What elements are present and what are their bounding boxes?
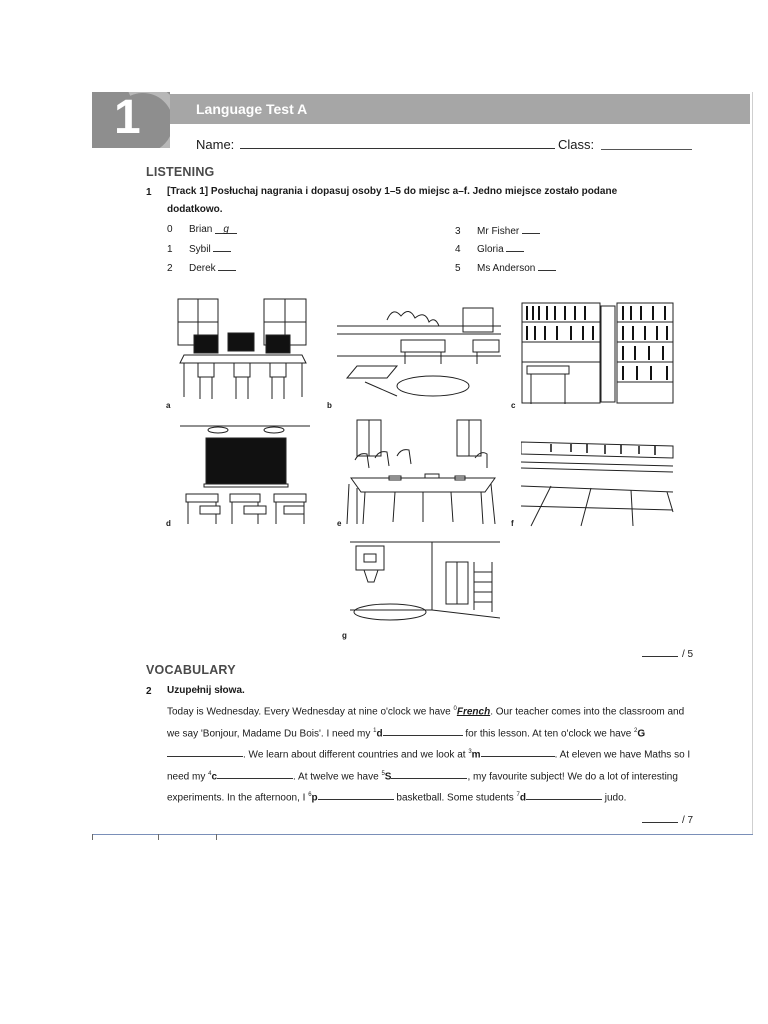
test-title: Language Test A: [196, 101, 308, 117]
class-label: Class:: [558, 137, 595, 152]
answer-blank[interactable]: [218, 261, 236, 271]
score-blank[interactable]: [642, 647, 678, 657]
page-bottom-ticks: [92, 834, 217, 840]
instruction-line-1: [Track 1] Posłuchaj nagrania i dopasuj osoby 1–5 do miejsc a–f. Jedno miejsce zostało podane: [167, 186, 618, 197]
gap-7-blank[interactable]: [526, 790, 602, 800]
list-item: 2 Derek: [167, 261, 236, 274]
unit-number: 1: [114, 92, 141, 144]
answer-blank[interactable]: [522, 224, 540, 234]
listening-score: / 5: [642, 647, 693, 660]
list-item: 5 Ms Anderson: [455, 261, 556, 274]
picture-label-e: e: [337, 519, 342, 528]
class-field[interactable]: [601, 149, 692, 150]
gap-6-blank[interactable]: [318, 790, 394, 800]
picture-gym: [350, 538, 500, 624]
name-field[interactable]: [240, 148, 555, 149]
score-blank[interactable]: [642, 813, 678, 823]
gap-3-blank[interactable]: [481, 747, 555, 757]
picture-playground: [337, 300, 501, 400]
picture-classroom: [180, 422, 310, 526]
list-item: 1 Sybil: [167, 242, 231, 255]
gap-2-blank[interactable]: [167, 747, 243, 757]
gap-4-blank[interactable]: [217, 769, 293, 779]
listening-heading: LISTENING: [146, 165, 215, 179]
picture-label-f: f: [511, 519, 514, 528]
instruction-line-2: dodatkowo.: [167, 204, 223, 215]
picture-canteen: [521, 436, 674, 528]
list-item: 3 Mr Fisher: [455, 224, 540, 237]
vocabulary-score: / 7: [642, 813, 693, 826]
picture-label-g: g: [342, 631, 347, 640]
picture-library: [521, 302, 674, 406]
exercise-2-instruction: Uzupełnij słowa.: [167, 685, 245, 696]
exercise-2-number: 2: [146, 686, 152, 697]
name-label: Name:: [196, 137, 235, 152]
unit-badge: [92, 92, 170, 148]
gap-1-blank[interactable]: [383, 726, 463, 736]
picture-label-b: b: [327, 401, 332, 410]
example-answer: French: [456, 706, 491, 718]
answer-blank[interactable]: [213, 242, 231, 252]
answer-blank[interactable]: [538, 261, 556, 271]
vocabulary-heading: VOCABULARY: [146, 663, 236, 677]
answer-blank[interactable]: g: [215, 224, 237, 234]
answer-blank[interactable]: [506, 242, 524, 252]
gap-5-blank[interactable]: [391, 769, 467, 779]
picture-computer-room: [176, 297, 310, 403]
picture-label-d: d: [166, 519, 171, 528]
list-item: 0 Brian g: [167, 224, 237, 235]
exercise-1-instruction: [167, 183, 707, 219]
vocabulary-paragraph: Today is Wednesday. Every Wednesday at nine o'clock we have $^0$French. Our teacher comes into the classroom and we say 'Bonjour, Madame Du Bois'. I need my $^1$d for this lesson. At ten o'clock we have $^2$G. We learn about different countries and we look at $^3$m . At eleven we have Maths so I need my $^4$c . At twelve we have $^5$S , my favourite subject! We do a lot of interesting experiments. In the afternoon, I $^6$p basketball. Some students $^7$d judo.: [167, 706, 691, 804]
list-item: 4 Gloria: [455, 242, 524, 255]
picture-label-c: c: [511, 401, 516, 410]
picture-label-a: a: [166, 401, 171, 410]
exercise-1-number: 1: [146, 187, 152, 198]
picture-staff-room: [345, 418, 501, 528]
